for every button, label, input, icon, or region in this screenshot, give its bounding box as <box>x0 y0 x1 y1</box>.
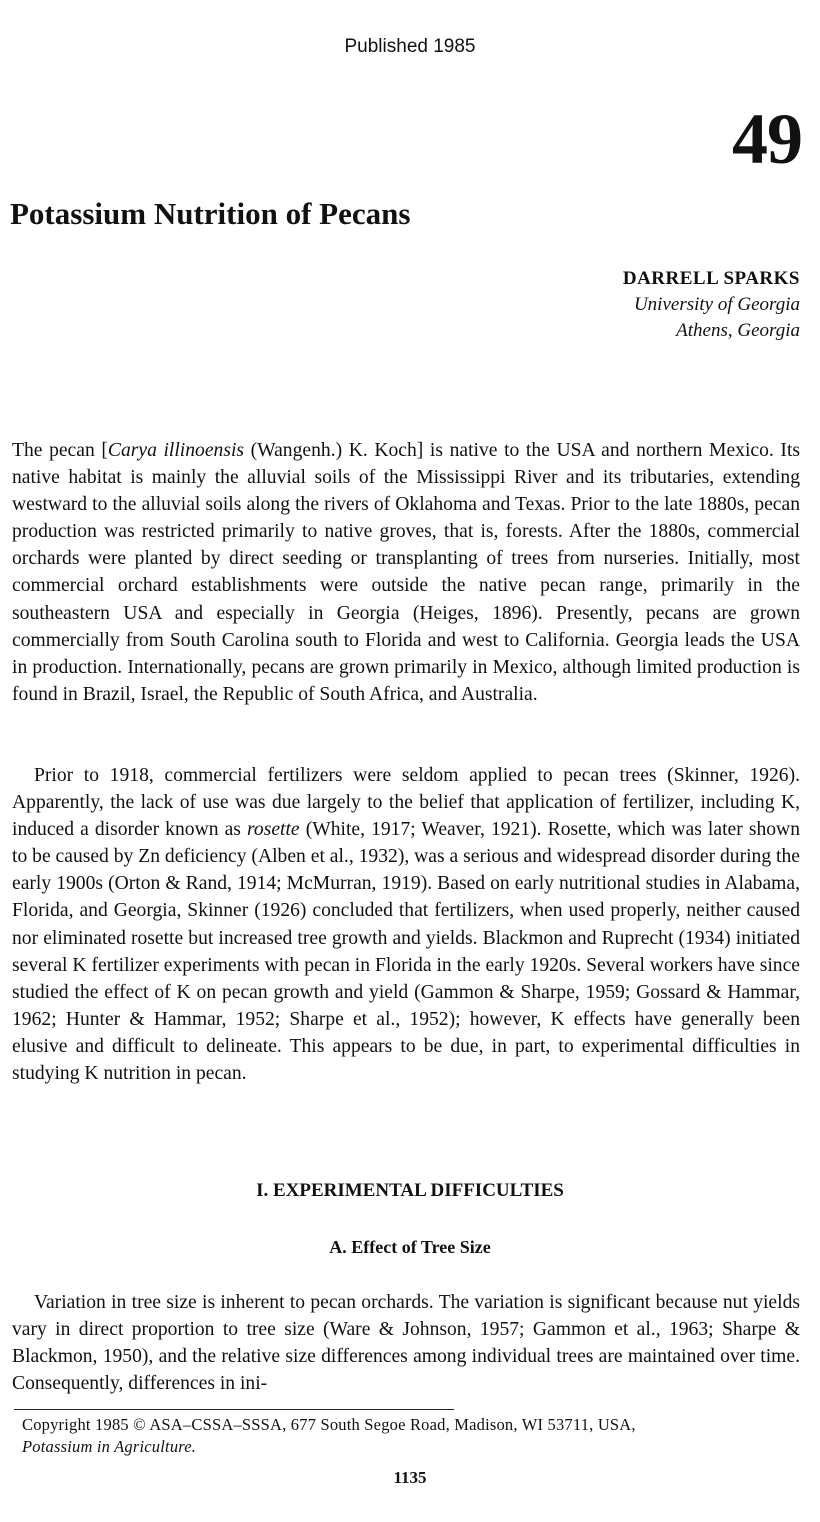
author-location: Athens, Georgia <box>676 320 800 341</box>
body-paragraph-2 <box>12 762 800 1087</box>
species-name: Carya illinoensis <box>107 440 245 461</box>
section-heading: I. EXPERIMENTAL DIFFICULTIES <box>256 1180 564 1201</box>
body-paragraph-3: Variation in tree size is inherent to pecan orchards. The variation is significant because nut yields vary in direct proportion to tree size (Ware & Johnson, 1957; Gammon et al., 1963; Sharpe & Blackmon, 1950), and the relative size differences among individual trees are maintained over time. Consequently, differences in ini- <box>12 1292 800 1395</box>
copyright-notice <box>22 1414 808 1458</box>
body-paragraph-1 <box>12 437 800 708</box>
article-title: Potassium Nutrition of Pecans <box>10 196 411 231</box>
author-name: DARRELL SPARKS <box>622 268 800 289</box>
publication-title: Potassium in Agriculture. <box>22 1437 197 1456</box>
page-number: 1135 <box>393 1468 427 1487</box>
author-affiliation: University of Georgia <box>633 294 800 315</box>
subsection-heading: A. Effect of Tree Size <box>329 1237 491 1257</box>
para2-rest: (White, 1917; Weaver, 1921). Rosette, which was later shown to be caused by Zn deficiency (Alben et al., 1932), was a serious and widespread disorder during the early 1900s (Orton & Rand, 1914; McMurran, 1919). Based on early nutritional studies in Alabama, Florida, and Georgia, Skinner (1926) concluded that fertilizers, when used properly, neither caused nor eliminated rosette but increased tree growth and yields. Blackmon and Ruprecht (1934) initiated several K fertilizer experiments with pecan in Florida in the early 1920s. Several workers have since studied the effect of K on pecan growth and yield (Gammon & Sharpe, 1959; Gossard & Hammar, 1962; Hunter & Hammar, 1952; Sharpe et al., 1952); however, K effects have generally been elusive and difficult to delineate. This appears to be due, in part, to experimental difficulties in studying K nutrition in pecan. <box>12 819 800 1085</box>
para1-lead: The pecan [ <box>12 440 108 461</box>
chapter-number: 49 <box>732 99 802 179</box>
para1-rest: (Wangenh.) K. Koch] is native to the USA and northern Mexico. Its native habitat is mainly the alluvial soils of the Mississippi River and its tributaries, extending westward to the alluvial soils along the rivers of Oklahoma and Texas. Prior to the late 1880s, pecan production was restricted primarily to native groves, that is, forests. After the 1880s, commercial orchards were planted by direct seeding or transplanting of trees from nurseries. Initially, most commercial orchard establishments were outside the native pecan range, primarily in the southeastern USA and especially in Georgia (Heiges, 1896). Presently, pecans are grown commercially from South Carolina south to Florida and west to California. Georgia leads the USA in production. Internationally, pecans are grown primarily in Mexico, although limited production is found in Brazil, Israel, the Republic of South Africa, and Australia. <box>12 440 801 705</box>
copyright-line: Copyright 1985 © ASA–CSSA–SSSA, 677 South Segoe Road, Madison, WI 53711, USA, <box>22 1415 636 1434</box>
para2-lead: Prior to 1918, commercial fertilizers were seldom applied to pecan trees (Skinner, 1926). Apparently, the lack of use was due largely to the belief that application of fertilizer, including K, induced a disorder known as <box>12 765 800 841</box>
footer-divider <box>14 1409 454 1410</box>
author-block <box>623 266 800 344</box>
rosette-term: rosette <box>247 819 300 841</box>
published-note: Published 1985 <box>344 36 476 57</box>
